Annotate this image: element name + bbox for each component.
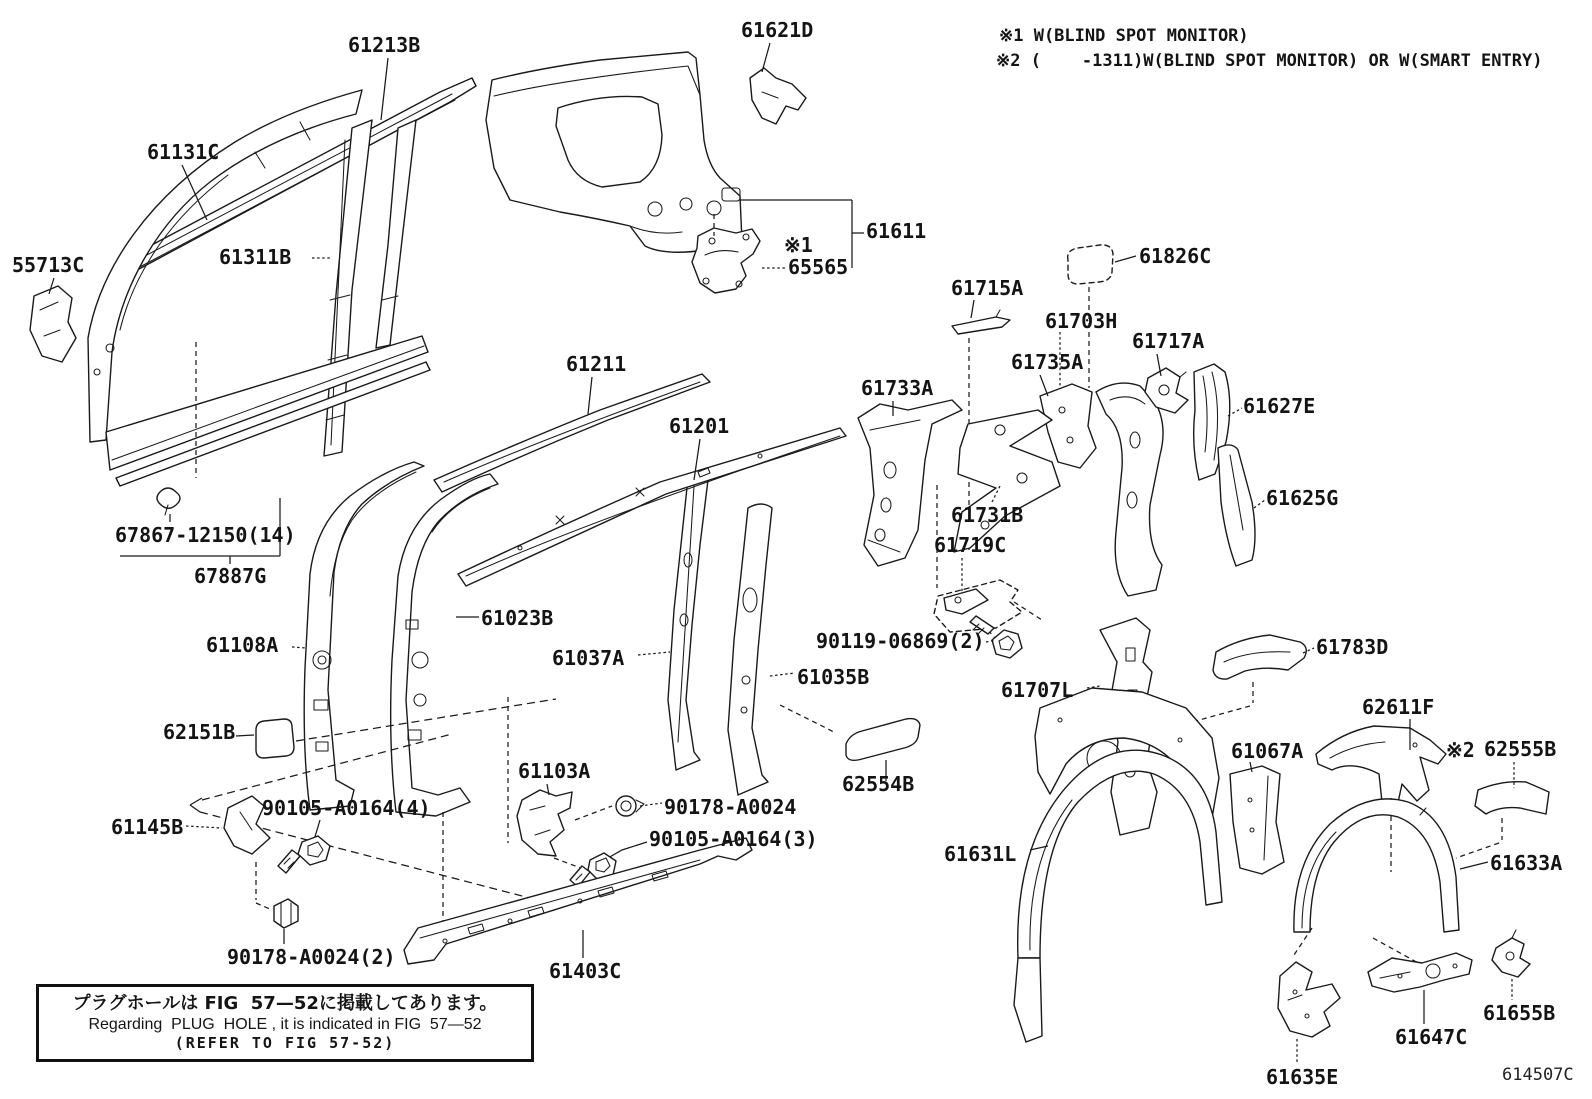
part-label-61719C: 61719C: [934, 533, 1007, 557]
part-drawing-nut-90178-2: [274, 899, 298, 944]
part-label-90105A01643: 90105-A0164(3): [649, 827, 818, 851]
part-label-65565: 65565: [788, 255, 849, 279]
part-drawing-pad-62555B: [1456, 762, 1549, 858]
part-drawing-gusset-61145B: [186, 796, 270, 854]
part-drawing-panel-61067A: [1230, 762, 1284, 874]
part-label-61067A: 61067A: [1231, 739, 1304, 763]
part-drawing-grommet-90178: [616, 796, 662, 816]
part-drawing-center-pillar-61037A: [638, 475, 708, 770]
part-drawing-bracket-61621D: [750, 43, 806, 124]
part-label-61703H: 61703H: [1045, 309, 1118, 333]
part-drawing-side-member-front-61131C: [88, 90, 430, 486]
part-label-678671215014: 67867-12150(14): [115, 523, 296, 547]
info-line-english: Regarding PLUG HOLE , it is indicated in FIG 57—52: [88, 1015, 482, 1033]
part-label-61631L: 61631L: [944, 842, 1017, 866]
note-blind-spot-1: ※1 W(BLIND SPOT MONITOR): [999, 26, 1249, 46]
part-label-90105A01644: 90105-A0164(4): [262, 796, 431, 820]
part-drawing-center-pillar-61035B: [728, 504, 795, 795]
info-line-refer: (REFER TO FIG 57-52): [174, 1033, 396, 1052]
part-label-1: ※1: [784, 233, 813, 257]
part-label-61655B: 61655B: [1483, 1001, 1556, 1025]
part-label-61625G: 61625G: [1266, 486, 1339, 510]
part-label-2: ※2: [1446, 738, 1475, 762]
part-label-61131C: 61131C: [147, 140, 220, 164]
part-label-61635E: 61635E: [1266, 1065, 1339, 1089]
note-blind-spot-2: ※2 ( -1311)W(BLIND SPOT MONITOR) OR W(SMART ENTRY): [996, 51, 1543, 71]
part-label-62554B: 62554B: [842, 772, 915, 796]
part-label-61621D: 61621D: [741, 18, 814, 42]
part-label-61611: 61611: [866, 219, 927, 243]
part-drawing-wheel-arch-61633A: [1294, 799, 1488, 964]
part-label-61733A: 61733A: [861, 376, 934, 400]
part-drawing-cowl-side-55713C: [30, 278, 76, 362]
part-label-61103A: 61103A: [518, 759, 591, 783]
part-drawing-roof-side-rail-61213B: [114, 58, 476, 276]
part-drawing-rocker-61403C: [404, 838, 752, 964]
part-label-61211: 61211: [566, 352, 627, 376]
part-label-90178A0024: 90178-A0024: [664, 795, 797, 819]
part-label-61735A: 61735A: [1011, 350, 1084, 374]
part-label-62611F: 62611F: [1362, 695, 1435, 719]
part-label-61213B: 61213B: [348, 33, 421, 57]
part-label-61145B: 61145B: [111, 815, 184, 839]
part-label-61633A: 61633A: [1490, 851, 1563, 875]
part-drawing-extension-61647C: [1368, 953, 1472, 1024]
part-label-61023B: 61023B: [481, 606, 554, 630]
part-label-67887G: 67887G: [194, 564, 267, 588]
part-label-61311B: 61311B: [219, 245, 292, 269]
part-label-61717A: 61717A: [1132, 329, 1205, 353]
part-label-61108A: 61108A: [206, 633, 279, 657]
part-drawing-bracket-61655B: [1492, 930, 1530, 1000]
part-label-62555B: 62555B: [1484, 737, 1557, 761]
part-label-61201: 61201: [669, 414, 730, 438]
part-drawing-wheelhouse-outer-62611F: [1316, 719, 1446, 872]
part-drawing-quarter-panel-61611: [486, 52, 742, 252]
part-label-61403C: 61403C: [549, 959, 622, 983]
part-label-61783D: 61783D: [1316, 635, 1389, 659]
part-label-61647C: 61647C: [1395, 1025, 1468, 1049]
part-label-61035B: 61035B: [797, 665, 870, 689]
part-label-55713C: 55713C: [12, 253, 85, 277]
part-drawing-panel-61731B: [954, 410, 1060, 552]
info-line-japanese: プラグホールは FIG 57—52に掲載してあります。: [72, 992, 498, 1014]
plug-hole-info-box: [36, 984, 534, 1062]
part-label-61731B: 61731B: [951, 503, 1024, 527]
part-drawing-reinforce-61733A: [858, 400, 962, 588]
part-label-61826C: 61826C: [1139, 244, 1212, 268]
part-label-90119068692: 90119-06869(2): [816, 629, 985, 653]
part-drawing-bolt-90105-4: [256, 820, 330, 910]
part-drawing-pad-61625G: [1218, 445, 1265, 566]
part-label-61037A: 61037A: [552, 646, 625, 670]
part-drawing-bracket-61103A: [508, 697, 612, 870]
part-label-61715A: 61715A: [951, 276, 1024, 300]
part-drawing-pad-62554B: [780, 705, 920, 781]
part-label-90178A00242: 90178-A0024(2): [227, 945, 396, 969]
part-drawing-hinge-pillar-61023B: [391, 474, 498, 926]
part-label-62151B: 62151B: [163, 720, 236, 744]
part-label-61627E: 61627E: [1243, 394, 1316, 418]
part-drawing-pad-61783D: [1192, 635, 1314, 722]
figure-code: 614507C: [1502, 1065, 1574, 1085]
part-drawing-gusset-61635E: [1278, 962, 1340, 1063]
part-label-61707L: 61707L: [1001, 678, 1074, 702]
